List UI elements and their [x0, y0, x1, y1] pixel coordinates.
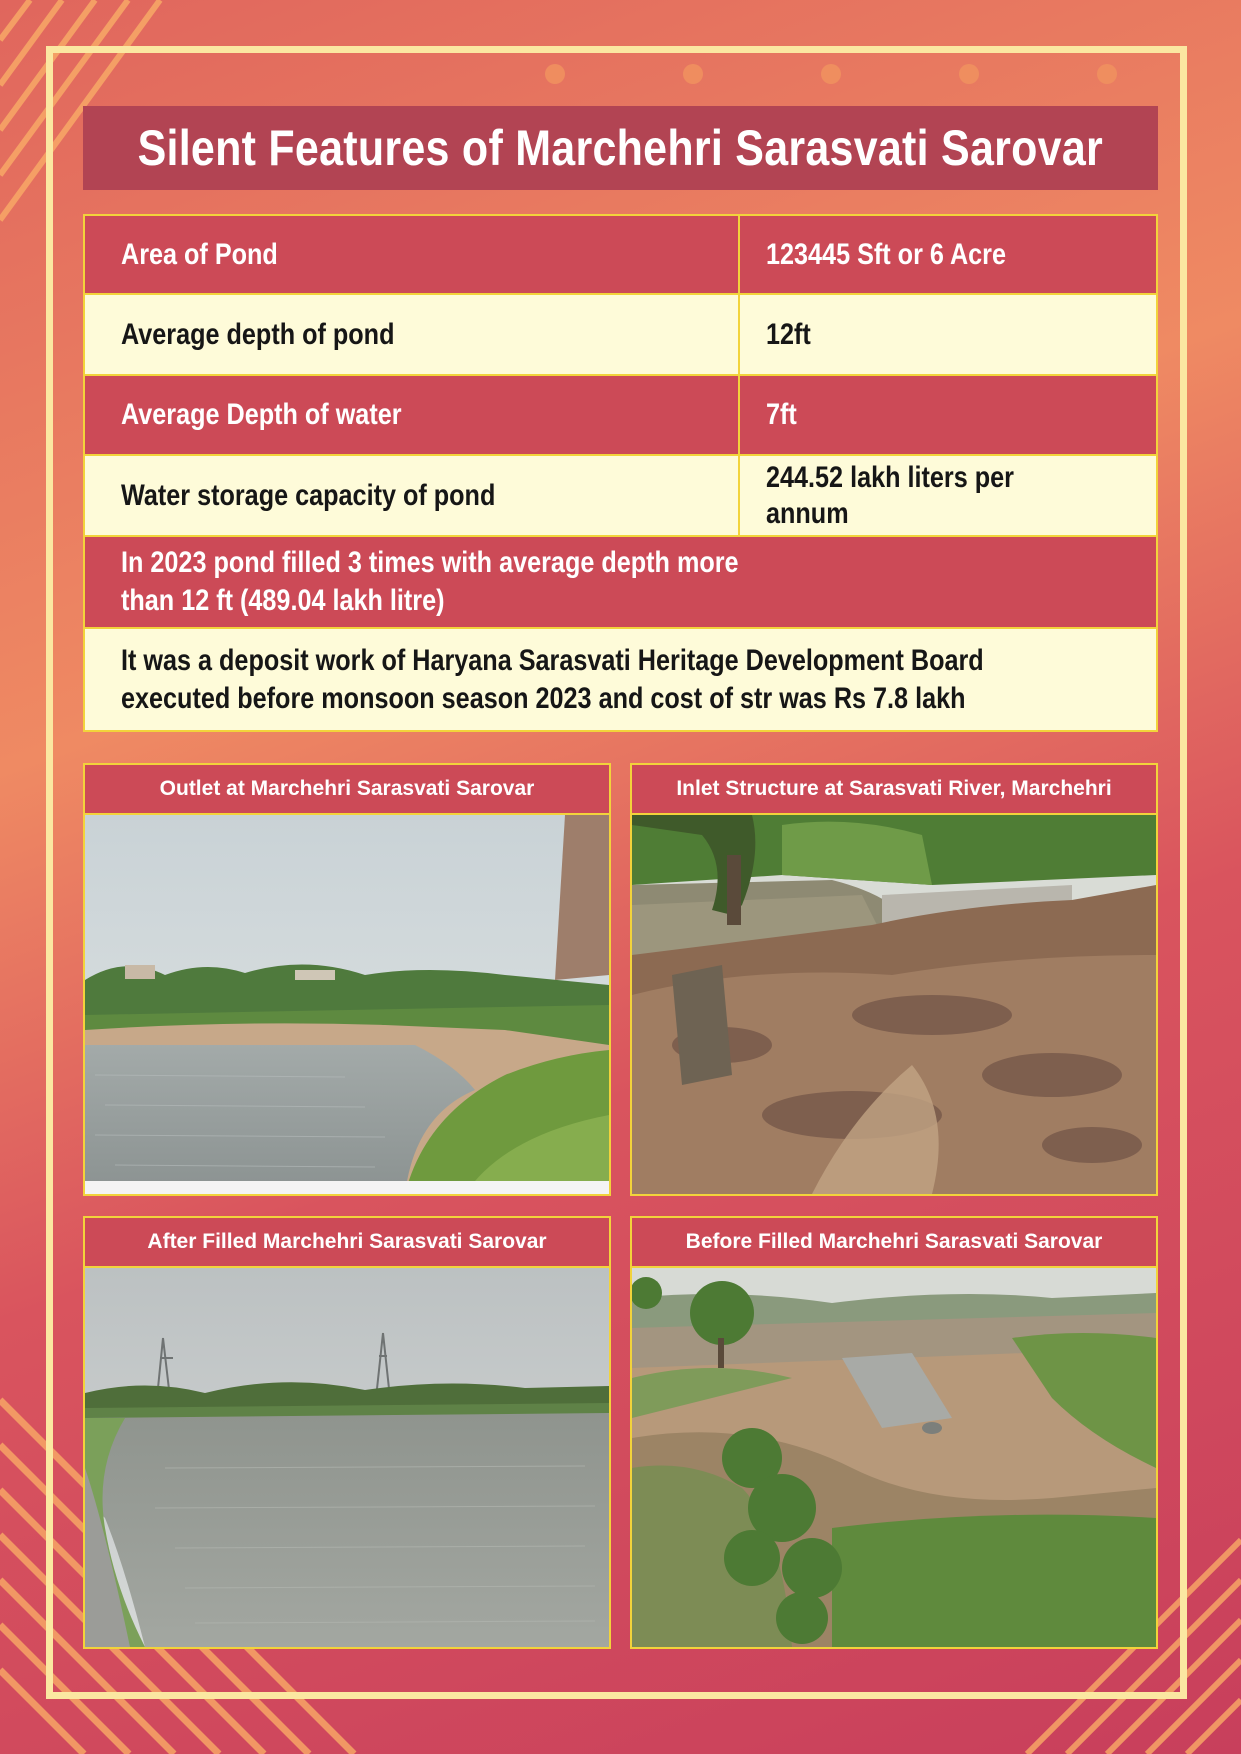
photo-card-outlet: [83, 763, 611, 1196]
table-note-row: [85, 629, 1156, 730]
row-value: 244.52 lakh liters per annum: [766, 460, 1014, 530]
features-table: [83, 214, 1158, 732]
decor-dot: [821, 64, 841, 84]
photo-caption: After Filled Marchehri Sarasvati Sarovar: [85, 1218, 609, 1268]
table-row: [85, 376, 1156, 456]
photo-caption: Before Filled Marchehri Sarasvati Sarovar: [632, 1218, 1156, 1268]
decor-dot: [683, 64, 703, 84]
title-banner: [83, 106, 1158, 190]
page-title: Silent Features of Marchehri Sarasvati Sarovar: [137, 120, 1104, 176]
after-filled-photo: [85, 1268, 609, 1647]
decor-dot: [545, 64, 565, 84]
row-label: Average Depth of water: [85, 376, 740, 454]
outlet-photo: [85, 815, 609, 1194]
row-value: 7ft: [766, 398, 797, 431]
before-filled-photo: [632, 1268, 1156, 1647]
photo-card-inlet: [630, 763, 1158, 1196]
decor-dot: [1097, 64, 1117, 84]
photo-card-after-filled: [83, 1216, 611, 1649]
row-value: 123445 Sft or 6 Acre: [766, 237, 1007, 271]
photo-card-before-filled: [630, 1216, 1158, 1649]
note-fill-history: In 2023 pond filled 3 times with average depth more than 12 ft (489.04 lakh litre): [121, 546, 739, 617]
table-row: [85, 456, 1156, 537]
photo-caption: Outlet at Marchehri Sarasvati Sarovar: [85, 765, 609, 815]
row-label: Average depth of pond: [85, 295, 740, 374]
row-label: Water storage capacity of pond: [85, 456, 740, 535]
photo-caption: Inlet Structure at Sarasvati River, Marchehri: [632, 765, 1156, 815]
inlet-photo: [632, 815, 1156, 1194]
table-row: [85, 295, 1156, 376]
note-deposit-work: It was a deposit work of Haryana Sarasvati Heritage Development Board executed before monsoon season 2023 and cost of str was Rs 7.8 lakh: [121, 643, 984, 715]
row-label: Area of Pond: [85, 216, 740, 293]
row-value: 12ft: [766, 317, 811, 351]
table-note-row: [85, 537, 1156, 629]
table-row: [85, 216, 1156, 295]
decor-dot: [959, 64, 979, 84]
